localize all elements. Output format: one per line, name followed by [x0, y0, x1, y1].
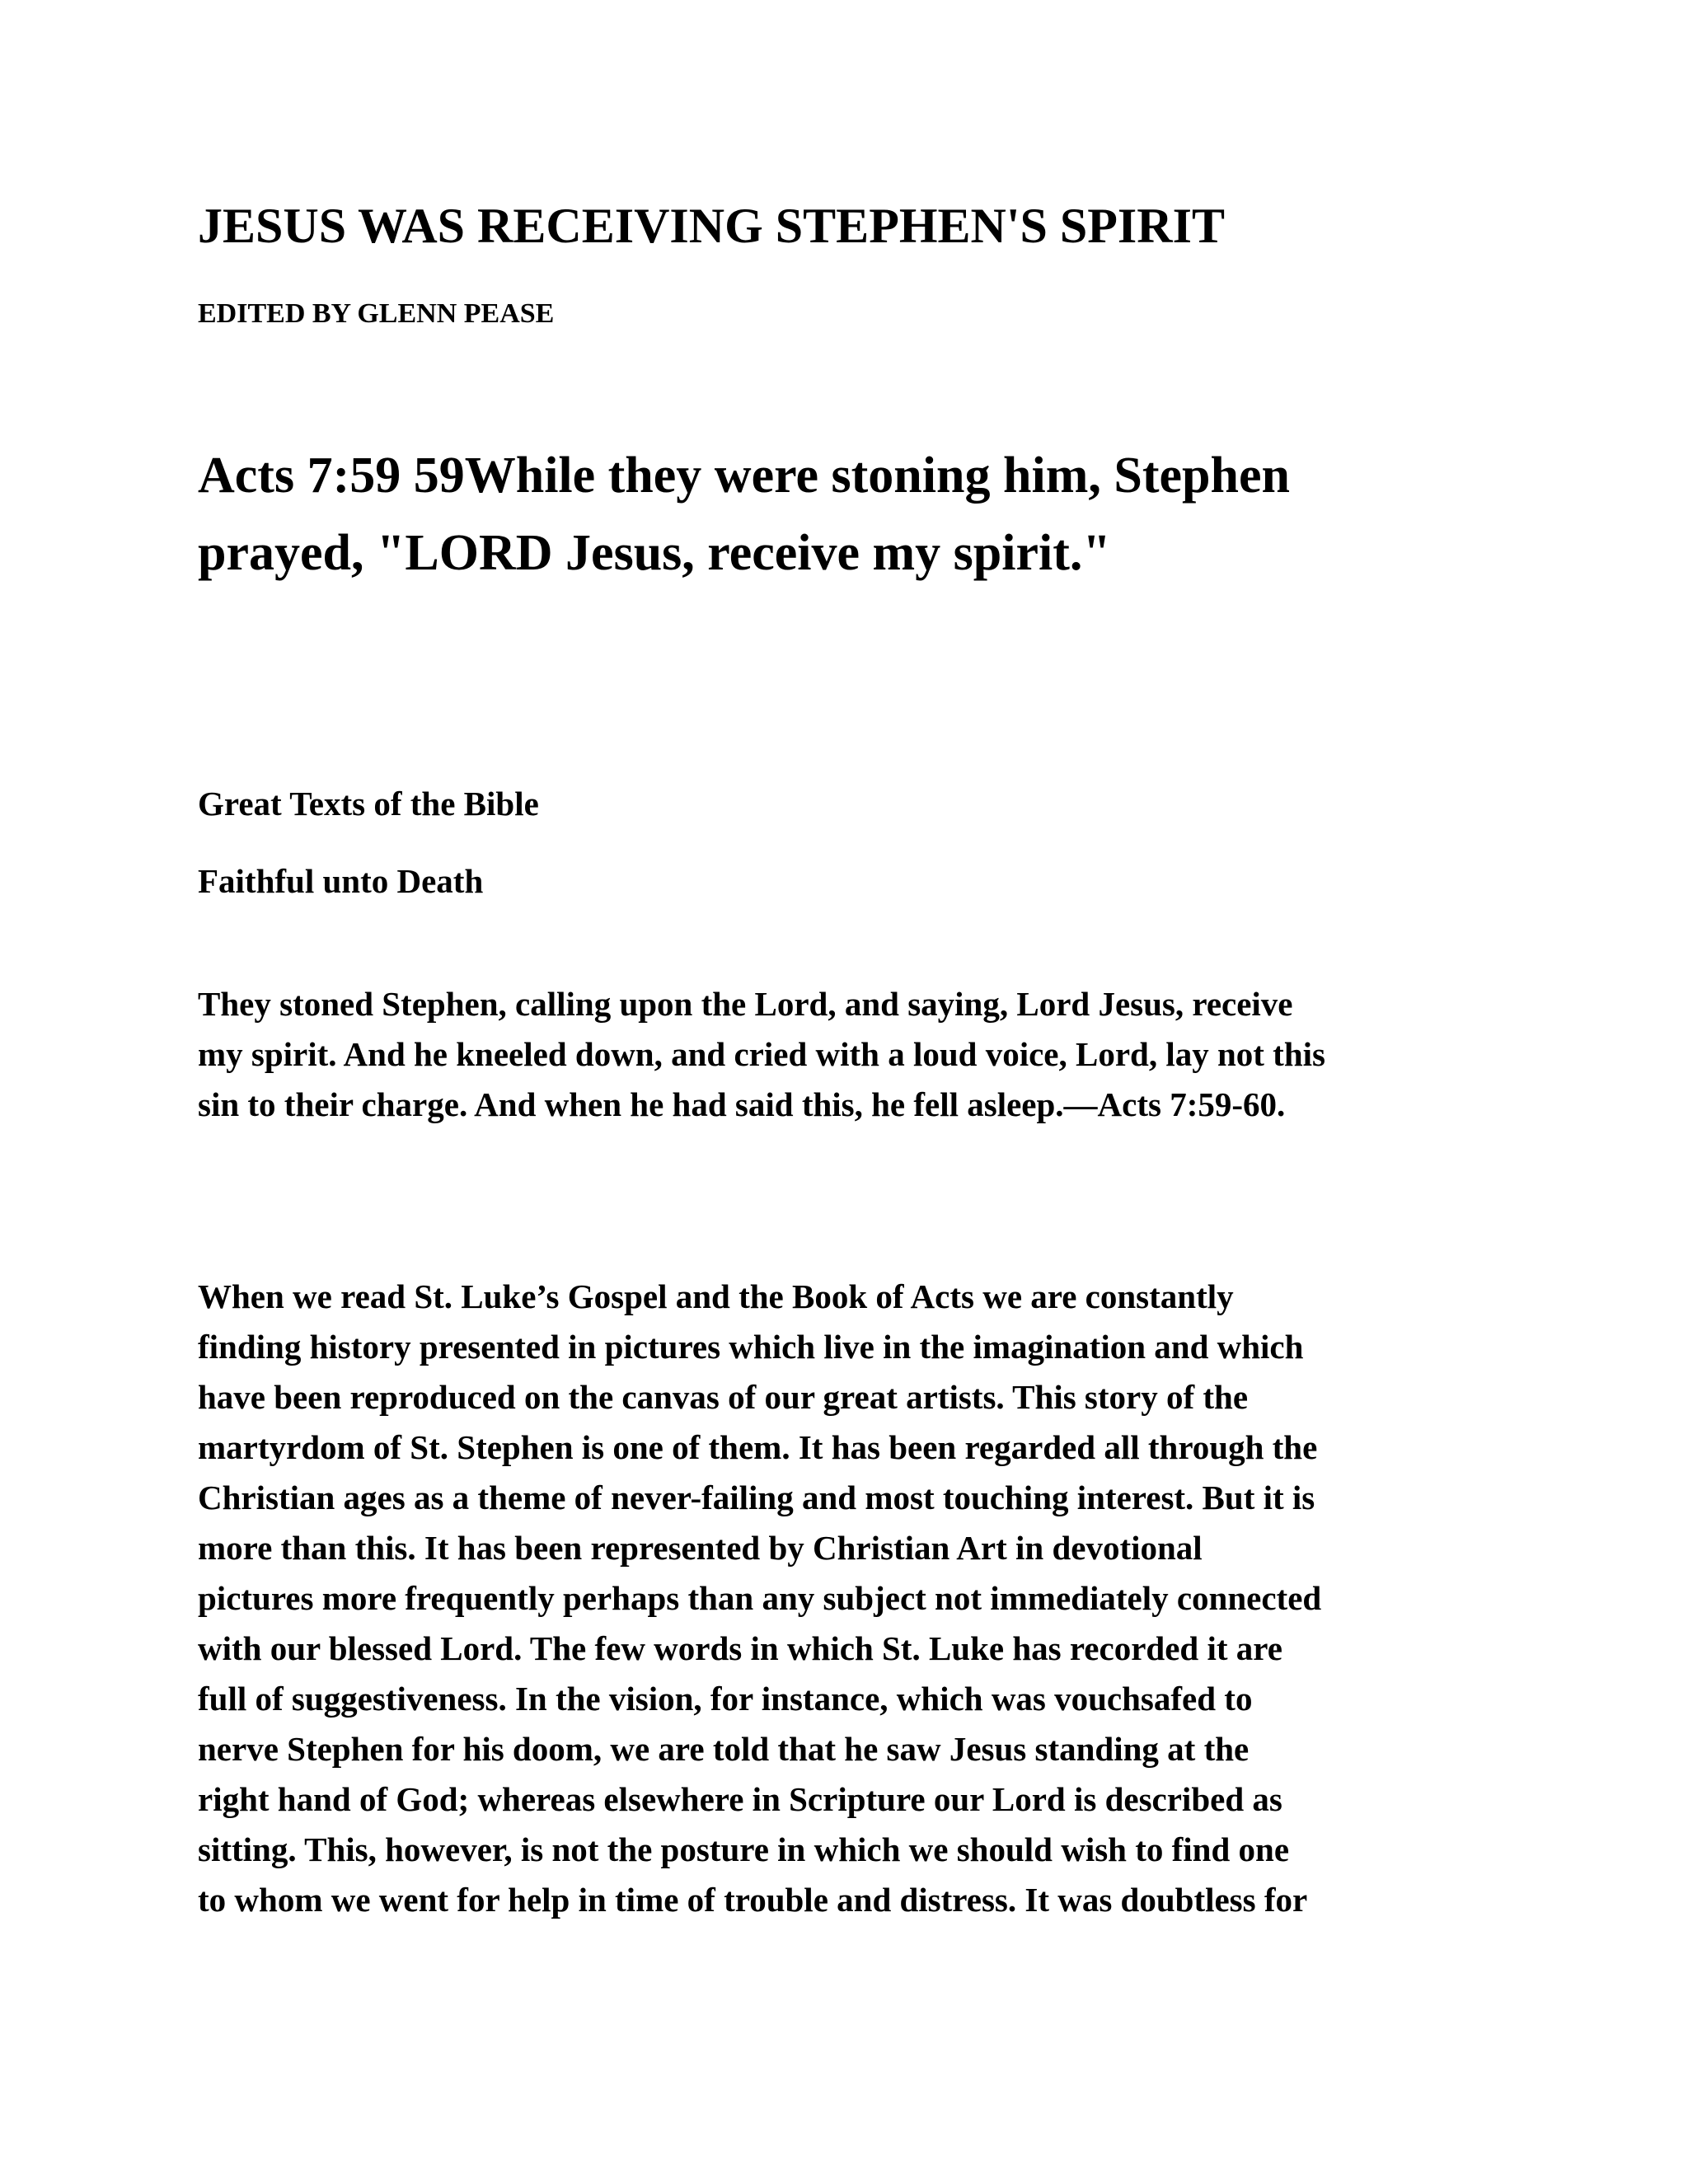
quote-line: sin to their charge. And when he had said this, he fell asleep.—Acts 7:59-60.: [198, 1085, 1286, 1123]
body-line: sitting. This, however, is not the posture in which we should wish to find one: [198, 1830, 1290, 1868]
source-heading: Great Texts of the Bible: [198, 785, 539, 823]
body-line: full of suggestiveness. In the vision, for instance, which was vouchsafed to: [198, 1680, 1253, 1718]
body-line: nerve Stephen for his doom, we are told that he saw Jesus standing at the: [198, 1730, 1250, 1768]
body-line: right hand of God; whereas elsewhere in Scripture our Lord is described as: [198, 1780, 1282, 1818]
body-line: have been reproduced on the canvas of our great artists. This story of the: [198, 1378, 1249, 1416]
sermon-subtitle: Faithful unto Death: [198, 862, 484, 900]
quote-line: my spirit. And he kneeled down, and cried with a loud voice, Lord, lay not this: [198, 1035, 1325, 1073]
verse-line: prayed, "LORD Jesus, receive my spirit.": [198, 525, 1111, 581]
body-line: with our blessed Lord. The few words in which St. Luke has recorded it are: [198, 1629, 1282, 1667]
body-line: finding history presented in pictures which live in the imagination and which: [198, 1328, 1304, 1366]
editor-credit: EDITED BY GLENN PEASE: [198, 298, 555, 329]
quote-line: They stoned Stephen, calling upon the Lord, and saying, Lord Jesus, receive: [198, 985, 1293, 1023]
scripture-quote: [198, 979, 1325, 1130]
body-paragraph: [198, 1272, 1321, 1925]
body-line: more than this. It has been represented by Christian Art in devotional: [198, 1529, 1203, 1567]
body-line: martyrdom of St. Stephen is one of them. It has been regarded all through the: [198, 1428, 1318, 1466]
document-title: JESUS WAS RECEIVING STEPHEN'S SPIRIT: [198, 199, 1225, 253]
body-line: When we read St. Luke’s Gospel and the Book of Acts we are constantly: [198, 1277, 1234, 1315]
body-line: to whom we went for help in time of trouble and distress. It was doubtless for: [198, 1881, 1308, 1919]
scripture-verse: [198, 437, 1290, 592]
verse-line: Acts 7:59 59While they were stoning him, Stephen: [198, 448, 1290, 504]
body-line: pictures more frequently perhaps than any subject not immediately connected: [198, 1579, 1322, 1617]
body-line: Christian ages as a theme of never-failing and most touching interest. But it is: [198, 1479, 1315, 1516]
